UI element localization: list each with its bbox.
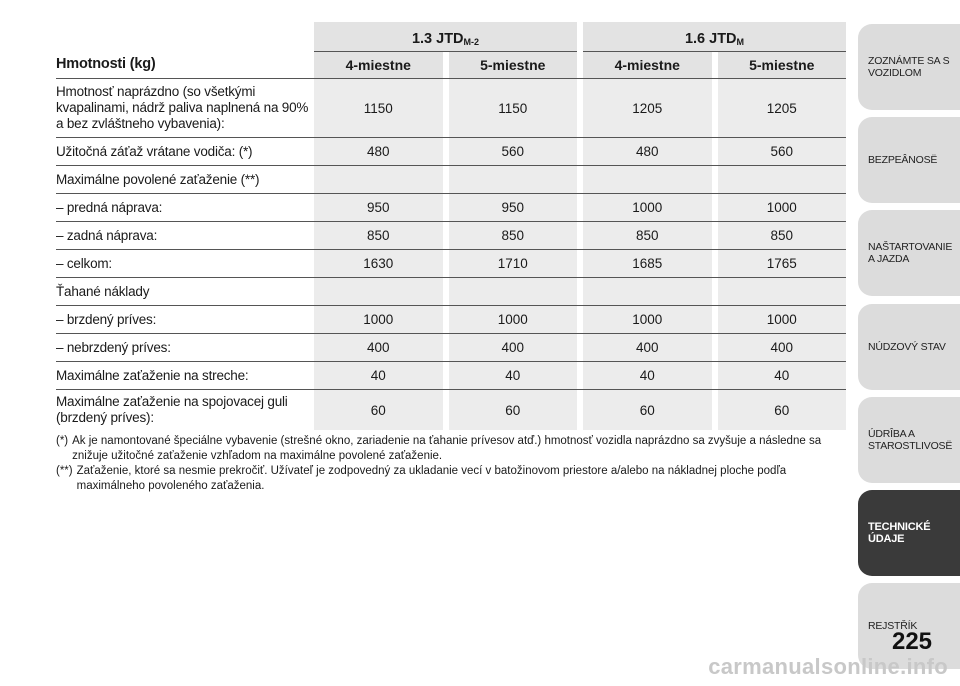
table-cell: 560 <box>449 138 578 165</box>
tab-label: NAŠTARTOVANIE A JAZDA <box>868 241 953 265</box>
table-row <box>56 166 846 194</box>
footnote-mark: (*) <box>56 435 69 447</box>
row-label: – celkom: <box>56 255 112 271</box>
table-row <box>56 250 846 278</box>
table-cell <box>449 278 578 305</box>
tab-label: ZOZNÁMTE SA S VOZIDLOM <box>868 55 950 79</box>
column-header: 4-miestne <box>314 52 443 78</box>
row-label: Maximálne zaťaženie na streche: <box>56 367 249 383</box>
table-cell: 40 <box>449 362 578 389</box>
row-label: Hmotnosť naprázdno (so všetkými kvapalinami, nádrž paliva naplnená na 90% a bez zvláštneho vybavenia): <box>56 84 309 131</box>
table-row <box>56 138 846 166</box>
column-header: 5-miestne <box>449 52 578 78</box>
table-cell: 400 <box>449 334 578 361</box>
row-label: Maximálne povolené zaťaženie (**) <box>56 171 260 187</box>
column-header: 4-miestne <box>583 52 712 78</box>
table-cell: 950 <box>449 194 578 221</box>
tab-label: ÚDRÎBA A STAROSTLIVOSË <box>868 428 953 452</box>
table-cell: 1000 <box>718 306 847 333</box>
table-cell: 400 <box>718 334 847 361</box>
table-cell: 40 <box>718 362 847 389</box>
table-cell: 480 <box>583 138 712 165</box>
table-cell: 400 <box>583 334 712 361</box>
group-sub-1: M-2 <box>463 37 480 47</box>
table-row <box>56 194 846 222</box>
table-cell: 60 <box>314 390 443 430</box>
table-cell: 60 <box>449 390 578 430</box>
table-row <box>56 222 846 250</box>
row-label: – zadná náprava: <box>56 227 158 243</box>
column-header: 5-miestne <box>718 52 847 78</box>
table-cell: 950 <box>314 194 443 221</box>
row-label: Maximálne zaťaženie na spojovacej guli (brzdený príves): <box>56 394 288 425</box>
footnotes <box>56 434 856 494</box>
table-cell: 850 <box>718 222 847 249</box>
footnote-text: Zaťaženie, ktoré sa nesmie prekročiť. Užívateľ je zodpovedný za ukladanie vecí v batožinovom priestore a/alebo na nákladnej ploche podľa maximálneho povoleného zaťaženia. <box>76 465 787 492</box>
tab-nudzovy-stav[interactable] <box>858 304 960 390</box>
row-label: Ťahané náklady <box>56 283 150 299</box>
footnote <box>56 464 856 494</box>
row-label: – nebrzdený príves: <box>56 339 171 355</box>
tab-udrzba[interactable] <box>858 397 960 483</box>
table-cell: 1000 <box>718 194 847 221</box>
table-cell: 1630 <box>314 250 443 277</box>
tab-technicke-udaje[interactable] <box>858 490 960 576</box>
row-label: Užitočná záťaž vrátane vodiča: (*) <box>56 143 253 159</box>
table-cell: 1710 <box>449 250 578 277</box>
table-cell: 1150 <box>314 79 443 137</box>
row-label: – brzdený príves: <box>56 311 157 327</box>
table-cell <box>449 166 578 193</box>
tab-nastartovanie[interactable] <box>858 210 960 296</box>
table-row <box>56 334 846 362</box>
table-corner-label: Hmotnosti (kg) <box>56 56 156 72</box>
table-row <box>56 306 846 334</box>
tab-label: NÚDZOVÝ STAV <box>868 341 946 353</box>
tab-label: BEZPEÂNOSË <box>868 154 938 166</box>
table-row <box>56 390 846 430</box>
footnote <box>56 434 856 464</box>
table-cell: 850 <box>583 222 712 249</box>
group-header-2 <box>583 22 846 52</box>
table-cell: 850 <box>449 222 578 249</box>
table-cell: 850 <box>314 222 443 249</box>
table-cell: 1685 <box>583 250 712 277</box>
tab-zoznamte-sa[interactable] <box>858 24 960 110</box>
group-header-1 <box>314 22 577 52</box>
weights-table <box>56 22 846 430</box>
table-cell <box>314 278 443 305</box>
table-row <box>56 362 846 390</box>
table-cell <box>583 166 712 193</box>
group-name-1: 1.3 JTD <box>411 31 464 47</box>
table-cell <box>583 278 712 305</box>
table-cell <box>314 166 443 193</box>
footnote-mark: (**) <box>56 465 73 477</box>
table-column-header <box>56 52 846 79</box>
group-name-2: 1.6 JTD <box>684 31 737 47</box>
table-cell: 1150 <box>449 79 578 137</box>
table-cell: 1205 <box>718 79 847 137</box>
table-cell: 1000 <box>314 306 443 333</box>
table-cell: 1765 <box>718 250 847 277</box>
tab-bezpecnost[interactable] <box>858 117 960 203</box>
table-cell: 40 <box>314 362 443 389</box>
table-cell: 40 <box>583 362 712 389</box>
table-cell: 480 <box>314 138 443 165</box>
table-cell: 1000 <box>449 306 578 333</box>
tab-label: TECHNICKÉ ÚDAJE <box>868 521 931 545</box>
table-cell: 400 <box>314 334 443 361</box>
table-row <box>56 278 846 306</box>
table-cell: 1205 <box>583 79 712 137</box>
table-row <box>56 79 846 138</box>
table-cell: 1000 <box>583 306 712 333</box>
table-cell: 1000 <box>583 194 712 221</box>
table-cell: 60 <box>718 390 847 430</box>
tab-label: REJSTŘÍK <box>868 620 918 632</box>
row-label: – predná náprava: <box>56 199 163 215</box>
footnote-text: Ak je namontované špeciálne vybavenie (strešné okno, zariadenie na ťahanie prívesov atď.) hmotnosť vozidla naprázdno sa zvyšuje a následne sa znižuje užitočné zaťaženie vzhľadom na maximálne povolené zaťaženie. <box>72 435 822 462</box>
watermark: carmanualsonline.info <box>708 654 948 679</box>
page-number: 225 <box>891 628 933 655</box>
table-cell <box>718 166 847 193</box>
table-cell <box>718 278 847 305</box>
table-cell: 560 <box>718 138 847 165</box>
group-sub-2: M <box>736 37 745 47</box>
table-cell: 60 <box>583 390 712 430</box>
